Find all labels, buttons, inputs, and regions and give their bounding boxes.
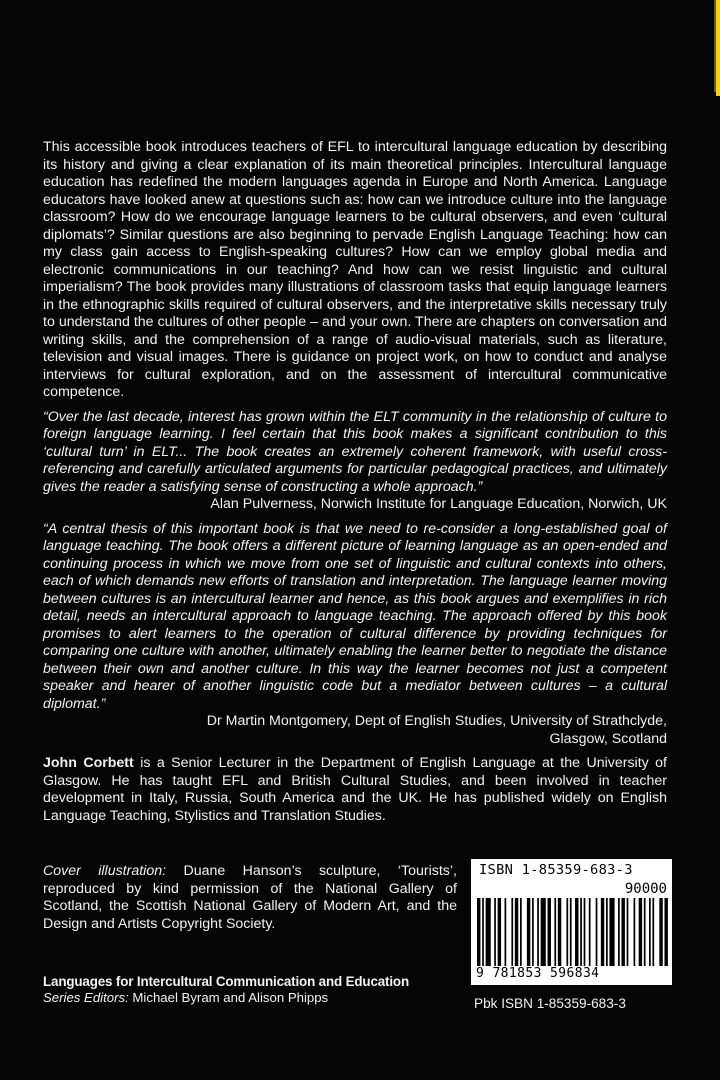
barcode-bar <box>548 898 551 966</box>
barcode-bar <box>566 898 568 966</box>
barcode-bar <box>580 898 582 966</box>
quote-montgomery <box>43 521 667 749</box>
barcode-bar <box>486 898 491 966</box>
series-editors-names: Michael Byram and Alison Phipps <box>128 990 329 1005</box>
barcode-digits: 9 781853 596834 <box>476 966 600 981</box>
cover-edge-accent <box>716 0 720 96</box>
barcode-bar <box>477 898 480 966</box>
cover-illustration-credit <box>43 863 457 933</box>
cover-illustration-text: Duane Hanson’s sculpture, ‘Tourists’, reproduced by kind permission of the National Gallery of Scotland, the Scottish National Gallery of Modern Art, and the Design and Artists Copyright Society. <box>43 863 457 932</box>
barcode-bar <box>644 898 646 966</box>
barcode-bar <box>659 898 662 966</box>
barcode-bar <box>494 898 496 966</box>
barcode-bar <box>634 898 636 966</box>
isbn-barcode <box>471 859 672 985</box>
barcode-bar <box>584 898 586 966</box>
barcode-bar <box>639 898 642 966</box>
barcode-bar <box>596 898 598 966</box>
barcode-bar <box>575 898 578 966</box>
back-cover-text <box>43 139 667 825</box>
quote-attribution-line: Dr Martin Montgomery, Dept of English Studies, University of Strathclyde, <box>206 713 667 729</box>
barcode-bar <box>520 898 522 966</box>
quote-attribution: Alan Pulverness, Norwich Institute for Language Education, Norwich, UK <box>210 496 667 512</box>
author-bio-text: is a Senior Lecturer in the Department of English Language at the University of Glasgow. He has taught EFL and British Cultural Studies, and been involved in teacher development in Italy, Russia, South America and the UK. He has published widely on English Language Teaching, Stylistics and Translation Studies. <box>43 755 667 824</box>
quote-text: “Over the last decade, interest has grown within the ELT community in the relationship of culture to foreign language learning. I feel certain that this book makes a significant contribution to this ‘cultural turn’ in ELT... The book creates an extremely coherent framework, with useful cross-referencing and carefully articulated arguments for particular pedagogical practices, and ultimately gives the reader a satisfying sense of constructing a whole approach.” <box>43 408 667 495</box>
barcode-bar <box>609 898 614 966</box>
barcode-bar <box>649 898 651 966</box>
series-title: Languages for Intercultural Communication and Education <box>43 974 409 989</box>
barcode-bar <box>621 898 624 966</box>
barcode-bar <box>505 898 507 966</box>
paperback-isbn: Pbk ISBN 1-85359-683-3 <box>474 996 626 1011</box>
barcode-bar <box>537 898 539 966</box>
barcode-bar <box>570 898 572 966</box>
barcode-bar <box>606 898 608 966</box>
barcode-bars <box>475 898 669 966</box>
barcode-price-code: 90000 <box>624 881 667 897</box>
description-paragraph: This accessible book introduces teachers of EFL to intercultural language education by describing its history and giving a clear explanation of its main theoretical principles. Intercultural language education has redefined the modern languages agenda in Europe and North America. Language educators have looked anew at questions such as: how can we introduce culture into the language classroom? How do we encourage language learners to be cultural observers, and even ‘cultural diplomats’? Similar questions are also beginning to pervade English Language Teaching: how can my class gain access to English-speaking cultures? How can we employ global media and electronic communications in our teaching? And how can we resist linguistic and cultural imperialism? The book provides many illustrations of classroom tasks that equip language learners in the ethnographic skills required of cultural observers, and the interpretative skills necessary truly to understand the cultures of other people – and your own. There are chapters on conversation and writing skills, and the comprehension of a range of audio-visual materials, such as literature, television and visual images. There is guidance on project work, on how to conduct and analyse interviews for cultural exploration, and on the assessment of intercultural communicative competence. <box>43 139 667 400</box>
barcode-bar <box>652 898 654 966</box>
barcode-bar <box>589 898 591 966</box>
barcode-bar <box>601 898 604 966</box>
series-editors <box>43 990 473 1006</box>
barcode-bar <box>511 898 513 966</box>
barcode-bar <box>627 898 629 966</box>
quote-attribution-line: Glasgow, Scotland <box>549 730 667 747</box>
barcode-bar <box>618 898 620 966</box>
barcode-bar <box>541 898 546 966</box>
series-editors-label: Series Editors: <box>43 990 129 1005</box>
barcode-isbn-label: ISBN 1-85359-683-3 <box>479 862 633 878</box>
barcode-bar <box>515 898 518 966</box>
author-bio <box>43 755 667 825</box>
barcode-bar <box>558 898 561 966</box>
barcode-bar <box>532 898 534 966</box>
barcode-bar <box>527 898 530 966</box>
quote-pulverness <box>43 409 667 514</box>
barcode-bar <box>664 898 667 966</box>
quote-text: “A central thesis of this important book is that we need to re-consider a long-established goal of language teaching. The book offers a different picture of learning language as an open-ended and continuing process in which we move from one set of linguistic and cultural contexts into others, each of which demands new efforts of translation and interpretation. The language learner moving between cultures is an intercultural learner and hence, as this book argues and exemplifies in rich detail, needs an intercultural approach to language teaching. The approach offered by this book promises to alert learners to the operation of cultural difference by providing techniques for comparing one culture with another, ultimately enabling the learner better to negotiate the distance between their own and another culture. In this way the learner becomes not just a competent speaker and hearer of another linguistic code but a mediator between cultures – a cultural diplomat.” <box>43 520 667 712</box>
series-info <box>43 974 473 1006</box>
cover-illustration-label: Cover illustration: <box>43 863 167 879</box>
barcode-bar <box>554 898 556 966</box>
barcode-bar <box>498 898 501 966</box>
author-name: John Corbett <box>43 755 134 771</box>
barcode-bar <box>482 898 484 966</box>
